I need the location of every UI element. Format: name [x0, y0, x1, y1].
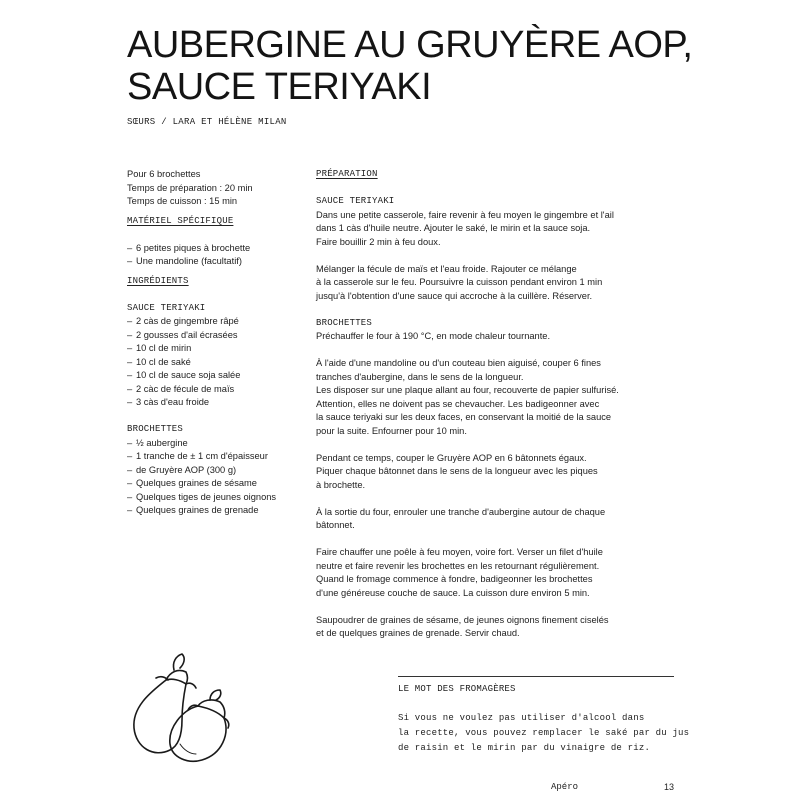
brochettes-paragraph-1 [316, 330, 676, 344]
preparation-heading: PRÉPARATION [316, 169, 378, 179]
paragraph-line: Mélanger la fécule de maïs et l'eau froide. Rajouter ce mélange [316, 263, 577, 274]
paragraph-line: Faire bouillir 2 min à feu doux. [316, 236, 441, 247]
list-item: – Quelques graines de sésame [127, 477, 307, 491]
paragraph-line: à la casserole sur le feu. Poursuivre la cuisson pendant environ 1 min [316, 277, 603, 287]
list-item: – 10 cl de sauce soja salée [127, 369, 307, 383]
prep-time: Temps de préparation : 20 min [127, 182, 253, 193]
sauce-paragraph-1 [316, 209, 676, 250]
paragraph-line: Préchauffer le four à 190 °C, en mode chaleur tournante. [316, 331, 551, 341]
paragraph-line: Piquer chaque bâtonnet dans le sens de la longueur avec les piques [316, 466, 598, 476]
brochettes-heading: BROCHETTES [316, 317, 373, 328]
sauce-paragraph-2 [316, 263, 676, 304]
list-item-continuation: – de Gruyère AOP (300 g) [127, 464, 307, 478]
recipe-title-line-1: AUBERGINE AU GRUYÈRE AOP, [127, 24, 693, 66]
paragraph-line: Pendant ce temps, couper le Gruyère AOP en 6 bâtonnets égaux. [316, 452, 587, 463]
list-item: – Quelques tiges de jeunes oignons [127, 491, 307, 505]
paragraph-line: et de quelques graines de grenade. Servir chaud. [316, 628, 520, 638]
page-number: 13 [664, 782, 675, 792]
list-item: – 10 cl de mirin [127, 342, 307, 356]
paragraph-line: À la sortie du four, enrouler une tranche d'aubergine autour de chaque [316, 506, 606, 517]
paragraph-line: d'une généreuse couche de sauce. La cuisson dure environ 5 min. [316, 587, 590, 598]
preparation-column [316, 168, 676, 641]
list-item: – Une mandoline (facultatif) [127, 255, 307, 269]
ingredients-heading: INGRÉDIENTS [127, 275, 189, 286]
brochettes-ingredients-list [127, 437, 307, 518]
paragraph-line: Saupoudrer de graines de sésame, de jeunes oignons finement ciselés [316, 614, 609, 625]
paragraph-line: tranches d'aubergine, dans le sens de la longueur. [316, 371, 524, 382]
brochettes-paragraph-5 [316, 546, 676, 600]
note-line: Si vous ne voulez pas utiliser d'alcool dans [398, 712, 645, 723]
note-line: la recette, vous pouvez remplacer le saké par du jus [398, 727, 690, 738]
brochettes-paragraph-2 [316, 357, 676, 438]
cook-time: Temps de cuisson : 15 min [127, 196, 238, 206]
paragraph-line: la sauce teriyaki sur les deux faces, en conservant la moitié de la sauce [316, 412, 612, 422]
ingredient-group-sauce: SAUCE TERIYAKI [127, 302, 206, 313]
paragraph-line: dans 1 càs d'huile neutre. Ajouter le saké, le mirin et la sauce soja. [316, 223, 591, 233]
ingredient-group-brochettes: BROCHETTES [127, 424, 184, 434]
recipe-title-line-2: SAUCE TERIYAKI [127, 66, 432, 108]
sauce-ingredients-list [127, 315, 307, 410]
list-item: – 6 petites piques à brochette [127, 242, 307, 256]
servings: Pour 6 brochettes [127, 169, 201, 179]
sauce-heading: SAUCE TERIYAKI [316, 196, 395, 206]
equipment-heading: MATÉRIEL SPÉCIFIQUE [127, 215, 234, 226]
note-line: de raisin et le mirin par du vinaigre de riz. [398, 742, 651, 753]
brochettes-paragraph-3 [316, 452, 676, 493]
list-item: – 1 tranche de ± 1 cm d'épaisseur [127, 450, 307, 464]
note-text [398, 711, 690, 756]
paragraph-line: Quand le fromage commence à fondre, badigeonner les brochettes [316, 574, 593, 584]
list-item: – 2 càc de fécule de maïs [127, 383, 307, 397]
paragraph-line: neutre et faire revenir les brochettes en les retournant régulièrement. [316, 560, 600, 571]
paragraph-line: pour la suite. Enfourner pour 10 min. [316, 425, 467, 436]
recipe-title [127, 24, 767, 108]
paragraph-line: à brochette. [316, 479, 366, 490]
footer-section: Apéro [551, 782, 579, 792]
eggplant-icon [124, 650, 244, 765]
paragraph-line: Attention, elles ne doivent pas se chevaucher. Les badigeonner avec [316, 398, 600, 409]
list-item: – Quelques graines de grenade [127, 504, 307, 518]
paragraph-line: bâtonnet. [316, 520, 355, 530]
list-item: – ½ aubergine [127, 437, 307, 451]
note-heading: LE MOT DES FROMAGÈRES [398, 684, 516, 694]
list-item: – 10 cl de saké [127, 356, 307, 370]
paragraph-line: Les disposer sur une plaque allant au four, recouverte de papier sulfurisé. [316, 385, 619, 395]
left-column [127, 168, 307, 518]
cheesemongers-note [398, 676, 690, 756]
equipment-list [127, 242, 307, 269]
paragraph-line: À l'aide d'une mandoline ou d'un couteau bien aiguisé, couper 6 fines [316, 358, 601, 368]
paragraph-line: Faire chauffer une poêle à feu moyen, voire fort. Verser un filet d'huile [316, 547, 603, 557]
recipe-authors: SŒURS / LARA ET HÉLÈNE MILAN [127, 117, 287, 127]
list-item: – 3 càs d'eau froide [127, 396, 307, 410]
paragraph-line: jusqu'à l'obtention d'une sauce qui accroche à la cuillère. Réserver. [316, 290, 593, 301]
brochettes-paragraph-4 [316, 506, 676, 533]
list-item: – 2 gousses d'ail écrasées [127, 329, 307, 343]
brochettes-paragraph-6 [316, 614, 676, 641]
list-item: – 2 càs de gingembre râpé [127, 315, 307, 329]
paragraph-line: Dans une petite casserole, faire revenir à feu moyen le gingembre et l'ail [316, 209, 614, 220]
